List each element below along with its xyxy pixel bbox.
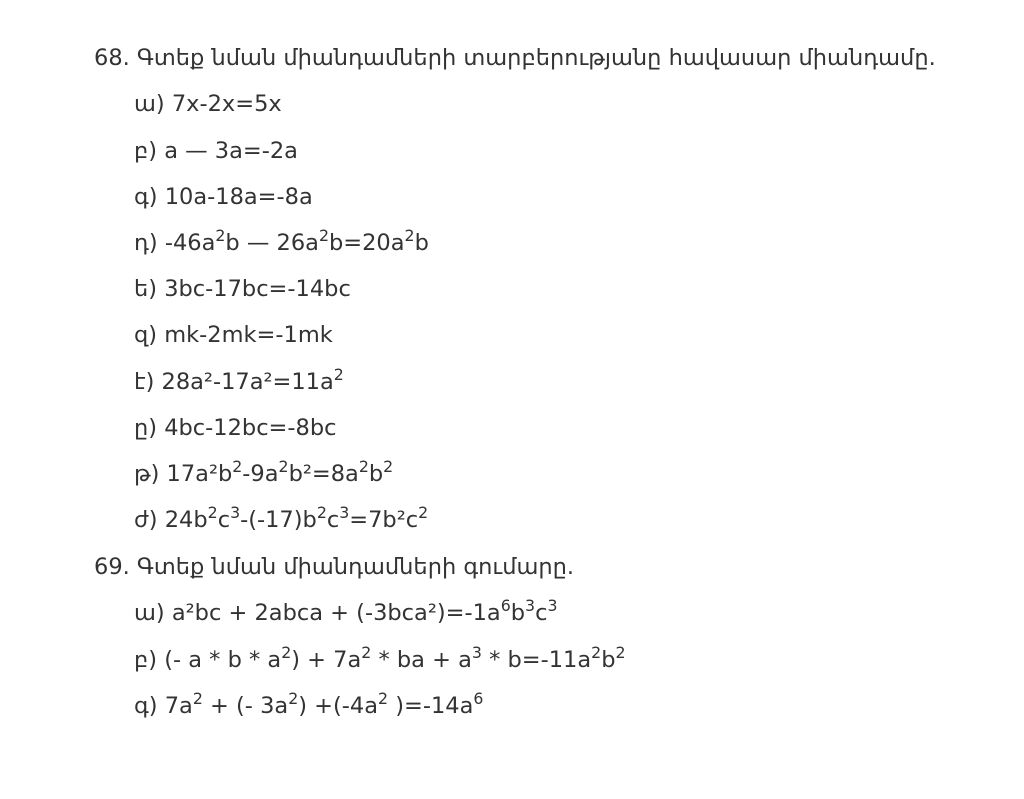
expression-text: c bbox=[217, 507, 231, 533]
exponent: 2 bbox=[418, 503, 429, 523]
exponent: 3 bbox=[525, 596, 536, 616]
expression-text: գ) 7a bbox=[134, 693, 193, 719]
expression-text: ժ) 24b bbox=[134, 507, 208, 533]
expression-text: դ) -46a bbox=[134, 230, 216, 256]
exponent: 2 bbox=[318, 226, 329, 246]
expression-text: b bbox=[414, 230, 429, 256]
problem-68-item-d bbox=[134, 226, 429, 257]
exponent: 2 bbox=[333, 365, 344, 385]
expression-text: թ) 17a²b bbox=[134, 461, 233, 487]
expression-text: բ) a — 3a=-2a bbox=[134, 138, 298, 164]
expression-text: զ) mk-2mk=-1mk bbox=[134, 322, 333, 348]
expression-text: ը) 4bc-12bc=-8bc bbox=[134, 415, 337, 441]
problem-68-item-i bbox=[134, 457, 394, 488]
expression-text: b bbox=[510, 600, 526, 626]
expression-text: է) 28a²-17a²=11a bbox=[134, 369, 334, 395]
problem-68-item-g bbox=[134, 365, 344, 396]
exponent: 2 bbox=[288, 689, 299, 709]
exponent: 2 bbox=[383, 457, 394, 477]
expression-text: * b=-11a bbox=[481, 647, 592, 673]
problem-68-item-b bbox=[134, 137, 298, 165]
problem-68-heading: 68. Գտեք նման միանդամների տարբերությանը հավասար միանդամը. bbox=[94, 45, 936, 71]
expression-text: ա) 7x-2x=5x bbox=[134, 91, 282, 117]
expression-text: ) + 7a bbox=[291, 647, 362, 673]
exponent: 2 bbox=[281, 643, 292, 663]
exponent: 2 bbox=[615, 643, 626, 663]
exponent: 2 bbox=[378, 689, 389, 709]
problem-68-item-f bbox=[134, 321, 333, 349]
exponent: 2 bbox=[404, 226, 415, 246]
expression-text: )=-14a bbox=[388, 693, 474, 719]
expression-text: c bbox=[535, 600, 548, 626]
problem-68-item-e bbox=[134, 275, 351, 303]
expression-text: -9a bbox=[242, 461, 279, 487]
problem-68-item-c bbox=[134, 183, 313, 211]
exponent: 2 bbox=[591, 643, 602, 663]
exponent: 2 bbox=[192, 689, 203, 709]
exponent: 3 bbox=[471, 643, 482, 663]
expression-text: * ba + a bbox=[371, 647, 472, 673]
expression-text: b bbox=[601, 647, 616, 673]
exponent: 3 bbox=[547, 596, 558, 616]
exponent: 2 bbox=[278, 457, 289, 477]
expression-text: =7b²c bbox=[349, 507, 419, 533]
expression-text: ե) 3bc-17bc=-14bc bbox=[134, 276, 351, 302]
exponent: 2 bbox=[207, 503, 218, 523]
expression-text: c bbox=[326, 507, 340, 533]
exponent: 2 bbox=[316, 503, 327, 523]
exponent: 6 bbox=[500, 596, 511, 616]
expression-text: ա) a²bc + 2abca + (-3bca²)=-1a bbox=[134, 600, 501, 626]
problem-69-heading: 69. Գտեք նման միանդամների գումարը. bbox=[94, 554, 575, 580]
expression-text: b=20a bbox=[328, 230, 405, 256]
expression-text: -(-17)b bbox=[240, 507, 317, 533]
exponent: 2 bbox=[361, 643, 372, 663]
exponent: 3 bbox=[230, 503, 241, 523]
expression-text: բ) (- a * b * a bbox=[134, 647, 282, 673]
exponent: 6 bbox=[473, 689, 484, 709]
exponent: 3 bbox=[339, 503, 350, 523]
problem-69-item-b bbox=[134, 643, 626, 674]
expression-text: ) +(-4a bbox=[298, 693, 379, 719]
problem-68-item-j bbox=[134, 503, 429, 534]
exponent: 2 bbox=[215, 226, 226, 246]
expression-text: + (- 3a bbox=[202, 693, 289, 719]
expression-text: b — 26a bbox=[225, 230, 319, 256]
expression-text: b bbox=[368, 461, 384, 487]
problem-68-item-a bbox=[134, 90, 282, 118]
exponent: 2 bbox=[358, 457, 369, 477]
exponent: 2 bbox=[232, 457, 243, 477]
expression-text: գ) 10a-18a=-8a bbox=[134, 184, 313, 210]
problem-68-item-h bbox=[134, 414, 337, 442]
expression-text: b²=8a bbox=[288, 461, 359, 487]
problem-69-item-a bbox=[134, 596, 558, 627]
problem-69-item-c bbox=[134, 689, 484, 720]
